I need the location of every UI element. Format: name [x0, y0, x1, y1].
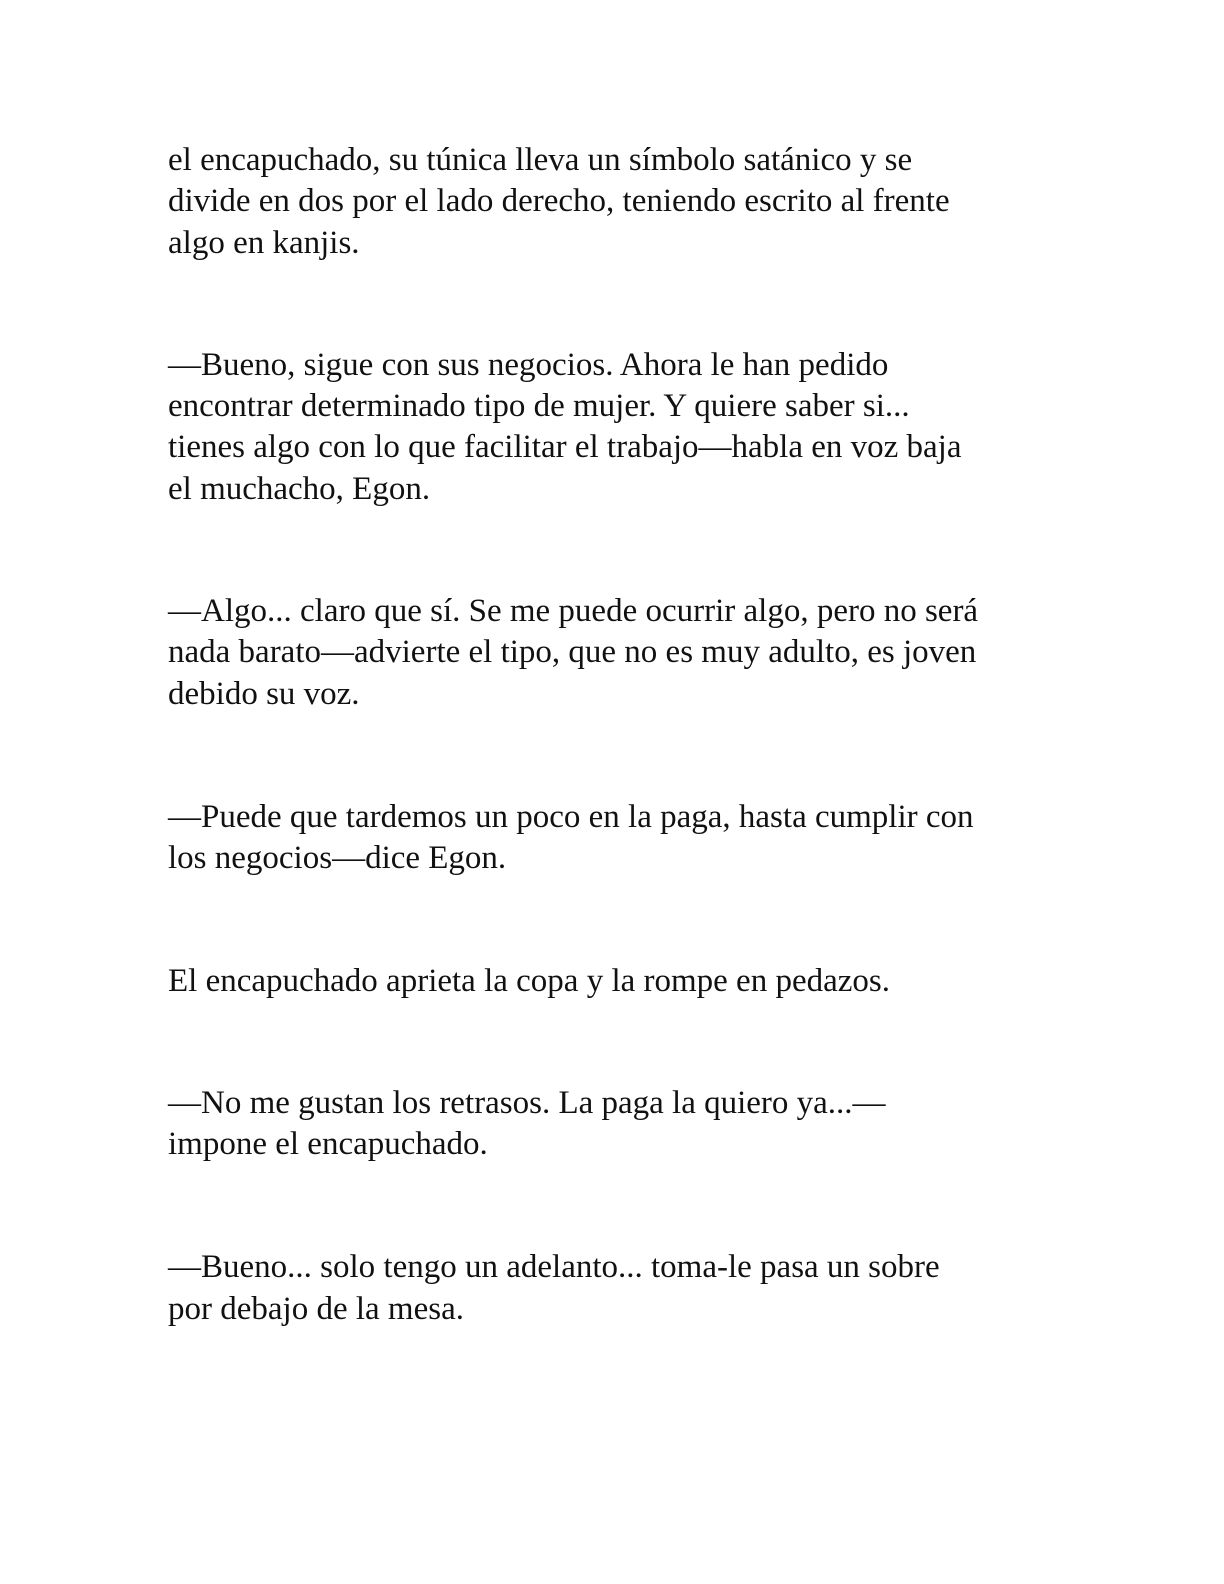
paragraph-4: —Puede que tardemos un poco en la paga, hasta cumplir con los negocios—dice Egon. — [168, 798, 974, 877]
body-text — [168, 140, 1068, 1330]
paragraph-6: —No me gustan los retrasos. La paga la quiero ya...— impone el encapuchado. — [168, 1084, 886, 1163]
paragraph-7: —Bueno... solo tengo un adelanto... toma-le pasa un sobre por debajo de la mesa. — [168, 1249, 940, 1327]
paragraph-2: —Bueno, sigue con sus negocios. Ahora le han pedido encontrar determinado tipo de mujer. Y quiere saber si... tienes algo con lo que facilitar el trabajo—habla en voz baja el muchacho, Egon. — [168, 346, 962, 507]
paragraph-5: El encapuchado aprieta la copa y la rompe en pedazos. — [168, 962, 890, 999]
paragraph-3: —Algo... claro que sí. Se me puede ocurrir algo, pero no será nada barato—advierte el tipo, que no es muy adulto, es joven debido su voz. — [168, 593, 979, 712]
paragraph-1: el encapuchado, su túnica lleva un símbolo satánico y se divide en dos por el lado derecho, teniendo escrito al frente algo en kanjis. — [168, 142, 950, 261]
